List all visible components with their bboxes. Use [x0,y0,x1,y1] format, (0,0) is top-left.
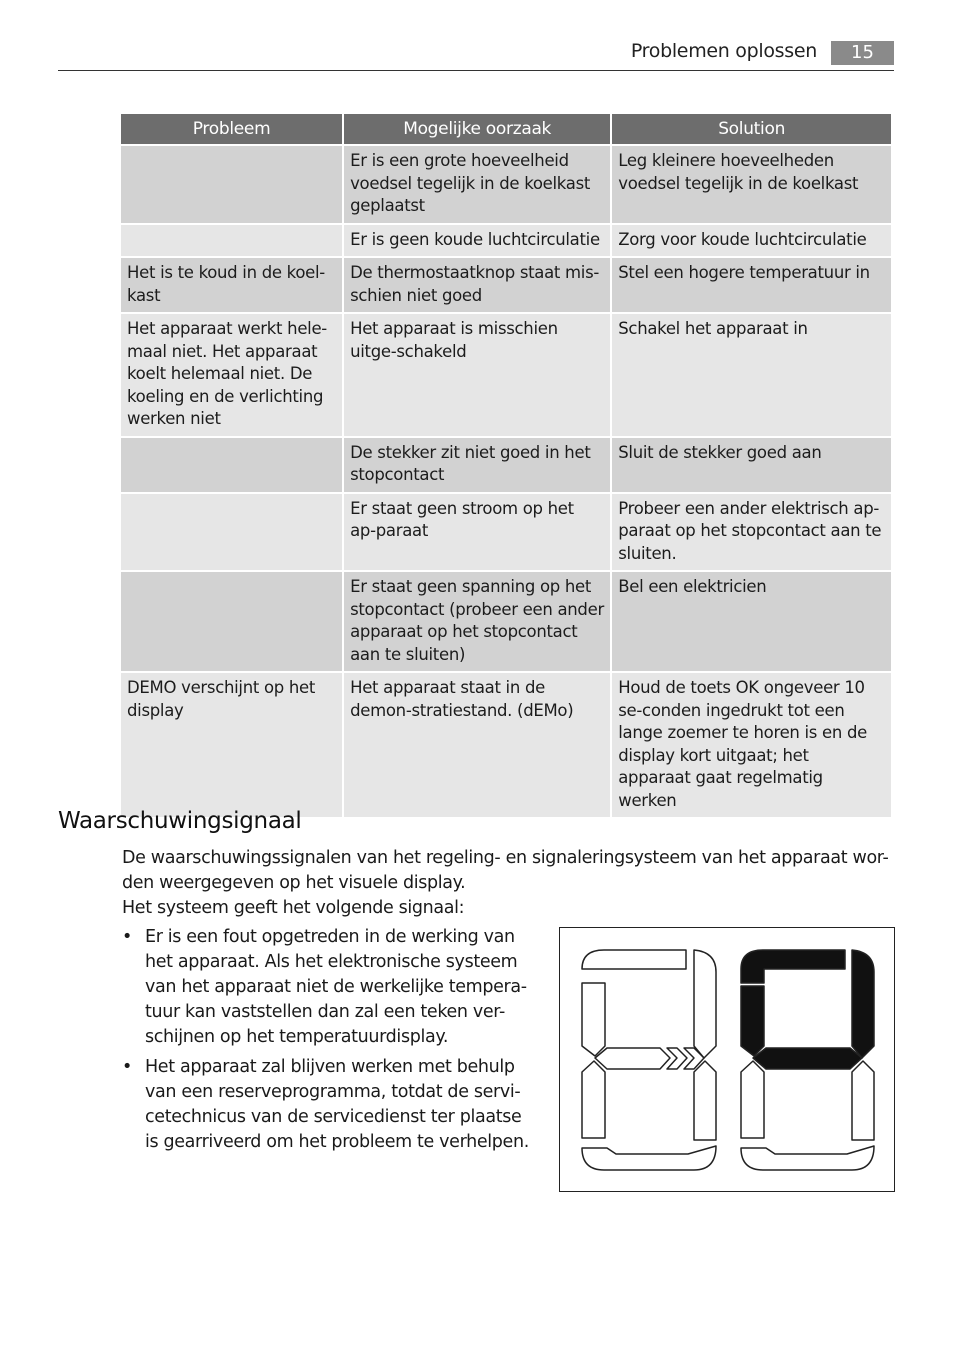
problem-cell [121,572,342,671]
problem-cell [121,438,342,492]
problem-cell [121,146,342,223]
bullet-text: Er is een fout opgetreden in de werking van het apparaat. Als het elektronische systeem van het apparaat niet de werkelijke tempera-tuur kan vaststellen dan zal een teken ver-schijnen op het temperatuurdisplay. [145,927,527,1047]
section-title: Waarschuwingsignaal [58,808,302,834]
intro-paragraph: De waarschuwingssignalen van het regeling- en signaleringsysteem van het apparaat wor-den weergegeven op het visuele display. [122,848,889,893]
segment-upper-right [694,950,716,1058]
segment-lower-left [582,1061,605,1138]
segment-lower-right [852,1061,874,1140]
segment-top [582,950,686,969]
column-header-problem: Probleem [121,114,342,144]
table-row [121,494,891,571]
table-row [121,314,891,436]
segment-lower-right [694,1061,716,1140]
list-item [122,925,532,1050]
solution-cell: Leg kleinere hoeveelheden voedsel tegelijk in de koelkast [612,146,891,223]
table-row [121,438,891,492]
column-header-solution: Solution [612,114,891,144]
cause-cell: Er staat geen stroom op het ap-paraat [344,494,610,571]
solution-cell: Schakel het apparaat in [612,314,891,436]
intro-paragraph: Het systeem geeft het volgende signaal: [122,898,465,918]
table-row [121,572,891,671]
segment-bottom [582,1146,716,1170]
bullet-text: Het apparaat zal blijven werken met behulp van een reserveprogramma, totdat de servi-cetechnicus van de servicedienst ter plaatse is gearriveerd om het probleem te verhelpen. [145,1057,529,1152]
table-row [121,225,891,257]
digit-1 [582,950,716,1170]
segment-top [741,950,845,983]
cause-cell: De thermostaatknop staat mis-schien niet goed [344,258,610,312]
solution-cell: Zorg voor koude luchtcirculatie [612,225,891,257]
table-row [121,673,891,817]
solution-cell: Probeer een ander elektrisch ap-paraat op het stopcontact aan te sluiten. [612,494,891,571]
cause-cell: Er is een grote hoeveelheid voedsel tegelijk in de koelkast geplaatst [344,146,610,223]
page-number: 15 [831,41,894,65]
cause-cell: Er is geen koude luchtcirculatie [344,225,610,257]
segment-bottom [741,1146,874,1170]
troubleshooting-table [119,112,893,819]
solution-cell: Sluit de stekker goed aan [612,438,891,492]
segment-lower-left [741,1061,764,1138]
bullet-icon: • [122,927,132,947]
cause-cell: Er staat geen spanning op het stopcontact (probeer een ander apparaat op het stopcontact aan te sluiten) [344,572,610,671]
segment-upper-right [852,950,874,1058]
table-row [121,258,891,312]
digit-2 [741,950,874,1170]
solution-cell: Bel een elektricien [612,572,891,671]
cause-cell: De stekker zit niet goed in het stopcontact [344,438,610,492]
table-row [121,146,891,223]
problem-cell: Het apparaat werkt hele-maal niet. Het apparaat koelt helemaal niet. De koeling en de verlichting werken niet [121,314,342,436]
list-item [122,1055,532,1155]
bullet-list [122,925,532,1160]
header-title: Problemen oplossen [630,40,817,62]
section-intro [122,846,897,921]
cause-cell: Het apparaat is misschien uitge-schakeld [344,314,610,436]
solution-cell: Houd de toets OK ongeveer 10 se-conden ingedrukt tot een lange zoemer te horen is en de display kort uitgaat; het apparaat gaat regelmatig werken [612,673,891,817]
problem-cell: Het is te koud in de koel-kast [121,258,342,312]
solution-cell: Stel een hogere temperatuur in [612,258,891,312]
problem-cell [121,225,342,257]
table-header-row [121,114,891,144]
segment-middle [595,1048,670,1069]
cause-cell: Het apparaat staat in de demon-stratiestand. (dEMo) [344,673,610,817]
seven-segment-display-figure [559,927,895,1192]
segment-upper-left [582,983,605,1056]
bullet-icon: • [122,1057,132,1077]
segment-middle [753,1048,862,1069]
problem-cell [121,494,342,571]
seven-segment-display-icon [560,928,894,1191]
problem-cell: DEMO verschijnt op het display [121,673,342,817]
segment-upper-left [741,986,764,1056]
header-rule [58,70,894,71]
column-header-cause: Mogelijke oorzaak [344,114,610,144]
